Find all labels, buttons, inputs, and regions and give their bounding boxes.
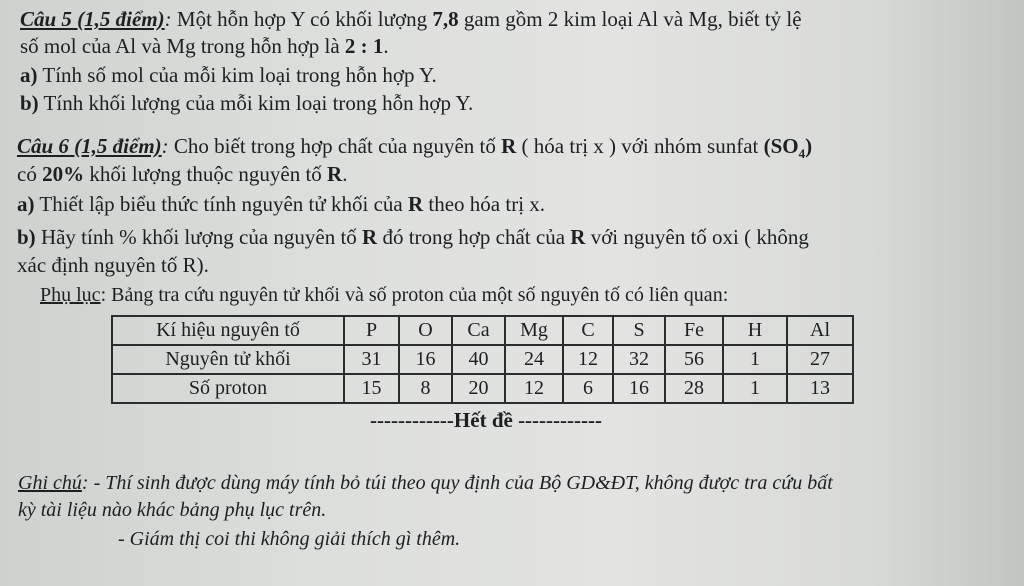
sulfate-subscript: 4 xyxy=(798,146,806,162)
question-5-ratio: 2 : 1 xyxy=(344,34,384,58)
question-5-b-text: Tính khối lượng của mỗi kim loại trong hỗn hợp Y. xyxy=(38,91,474,115)
table-cell: Fe xyxy=(665,316,723,345)
question-5-line-2 xyxy=(20,33,389,59)
question-6-b-text1: Hãy tính % khối lượng của nguyên tố xyxy=(35,225,363,249)
question-5-part-a xyxy=(20,62,437,88)
reference-table xyxy=(111,315,854,404)
table-cell: Al xyxy=(787,316,853,345)
appendix-label: Phụ lục xyxy=(40,284,101,306)
question-6-b-R1: R xyxy=(362,225,378,249)
table-cell: 40 xyxy=(452,345,505,374)
table-cell: 12 xyxy=(505,374,563,403)
table-cell: 16 xyxy=(399,345,452,374)
question-6-part-b-line-2 xyxy=(17,252,209,278)
table-cell: 1 xyxy=(723,345,787,374)
question-5-mass: 7,8 xyxy=(432,7,459,31)
note-line-2: kỳ tài liệu nào khác bảng phụ lục trên. xyxy=(18,499,327,521)
question-6-text-b: ( hóa trị x ) với nhóm sunfat xyxy=(516,134,764,158)
table-cell: 28 xyxy=(665,374,723,403)
question-6-line-2 xyxy=(17,161,347,187)
table-cell: 8 xyxy=(399,374,452,403)
note-line-1 xyxy=(18,470,833,496)
question-6-a-text2: theo hóa trị x. xyxy=(423,192,546,216)
question-6-line2-R: R xyxy=(327,162,343,186)
question-6-line2-c: . xyxy=(342,162,348,186)
table-cell: Số proton xyxy=(112,374,344,403)
question-5-a-label: a) xyxy=(20,63,38,87)
question-6-part-a xyxy=(17,191,545,217)
question-6-text-a: Cho biết trong hợp chất của nguyên tố xyxy=(168,134,502,158)
question-5-a-text: Tính số mol của mỗi kim loại trong hỗn hợp Y. xyxy=(37,63,437,87)
table-cell: C xyxy=(563,316,613,345)
table-cell: P xyxy=(344,316,399,345)
table-row-atomic-mass xyxy=(112,345,853,374)
table-cell: S xyxy=(613,316,665,345)
question-6-a-label: a) xyxy=(17,192,35,216)
table-cell: 13 xyxy=(787,374,853,403)
appendix-text: Bảng tra cứu nguyên tử khối và số proton của một số nguyên tố có liên quan: xyxy=(106,284,729,306)
table-cell: O xyxy=(399,316,452,345)
table-cell: 20 xyxy=(452,374,505,403)
question-6-b-text2: đó trong hợp chất của xyxy=(377,225,571,249)
appendix-line xyxy=(40,282,728,308)
question-5-text-b: gam gồm 2 kim loại Al và Mg, biết tỷ lệ xyxy=(458,7,802,31)
table-cell: Ca xyxy=(452,316,505,345)
question-6-a-R: R xyxy=(407,192,424,216)
note-line-3: - Giám thị coi thi không giải thích gì thêm. xyxy=(118,528,461,550)
question-5-label: Câu 5 (1,5 điểm) xyxy=(20,7,165,31)
question-5-text-a: Một hỗn hợp Y có khối lượng xyxy=(171,7,433,31)
table-cell: Kí hiệu nguyên tố xyxy=(112,316,344,345)
question-6-b-R2: R xyxy=(570,225,586,249)
table-cell: 15 xyxy=(344,374,399,403)
question-6-label: Câu 6 (1,5 điểm) xyxy=(17,134,162,158)
sulfate-formula xyxy=(763,134,813,162)
question-5-part-b xyxy=(20,90,473,116)
table-row-symbol xyxy=(112,316,853,345)
table-cell: H xyxy=(723,316,787,345)
question-6-line2-b: khối lượng thuộc nguyên tố xyxy=(84,162,328,186)
question-5-b-label: b) xyxy=(20,91,39,115)
question-6-b-text3: với nguyên tố oxi ( không xyxy=(585,225,809,249)
note-colon: : xyxy=(81,472,89,494)
sulfate-close: ) xyxy=(805,134,813,158)
table-cell: 32 xyxy=(613,345,665,374)
table-cell: 56 xyxy=(665,345,723,374)
question-6-colon: : xyxy=(161,134,169,158)
table-row-proton xyxy=(112,374,853,403)
question-5-line-1 xyxy=(20,6,802,32)
question-6-R: R xyxy=(501,134,517,158)
table-cell: 27 xyxy=(787,345,853,374)
table-cell: Nguyên tử khối xyxy=(112,345,344,374)
question-6-percent: 20% xyxy=(42,162,85,186)
table-cell: Mg xyxy=(505,316,563,345)
note-line1-text: - Thí sinh được dùng máy tính bỏ túi theo quy định của Bộ GD&ĐT, không được tra cứu bất xyxy=(88,472,833,494)
table-cell: 24 xyxy=(505,345,563,374)
question-6-b-line2: xác định nguyên tố R). xyxy=(17,253,209,277)
question-6-a-text1: Thiết lập biểu thức tính nguyên tử khối của xyxy=(34,192,408,216)
table-cell: 1 xyxy=(723,374,787,403)
question-6-line2-a: có xyxy=(17,162,43,186)
appendix-colon: : xyxy=(100,284,107,306)
table-cell: 6 xyxy=(563,374,613,403)
sulfate-open: (SO xyxy=(763,134,799,158)
question-5-line2-b: . xyxy=(383,34,389,58)
end-of-exam-mark: ------------Hết đề ------------ xyxy=(370,408,602,432)
table-cell: 12 xyxy=(563,345,613,374)
question-5-line2-a: số mol của Al và Mg trong hỗn hợp là xyxy=(20,34,345,58)
table-cell: 16 xyxy=(613,374,665,403)
question-6-b-label: b) xyxy=(17,225,36,249)
question-5-colon: : xyxy=(164,7,172,31)
note-label: Ghi chú xyxy=(18,472,82,494)
question-6-part-b xyxy=(17,224,809,250)
table-cell: 31 xyxy=(344,345,399,374)
